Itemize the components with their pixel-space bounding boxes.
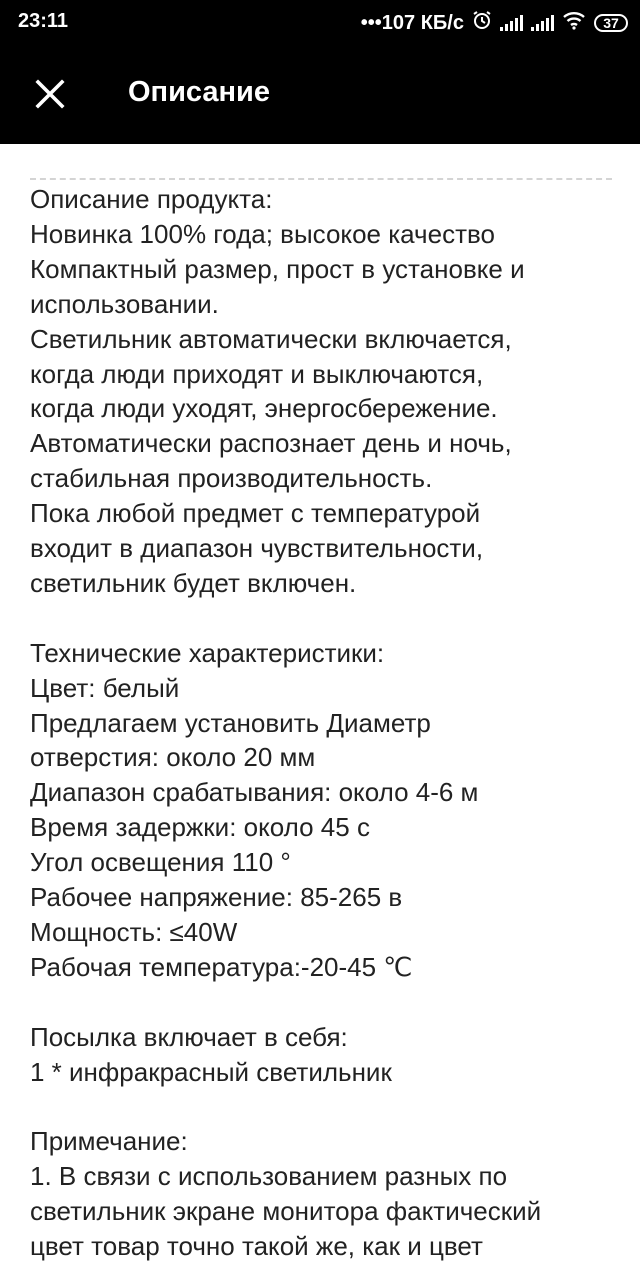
description-line: Посылка включает в себя: xyxy=(30,1021,348,1052)
description-text xyxy=(30,182,622,1264)
description-line: использовании. xyxy=(30,288,219,319)
blank-line xyxy=(30,1090,622,1125)
description-line: Описание продукта: xyxy=(30,184,273,214)
close-button[interactable] xyxy=(26,70,74,118)
dashed-divider xyxy=(30,178,612,180)
description-line: Автоматически распознает день и ночь, xyxy=(30,428,512,459)
description-line: Рабочее напряжение: 85-265 в xyxy=(30,882,403,913)
description-line: Новинка 100% года; высокое качество xyxy=(30,218,495,249)
description-line: когда люди уходят, энергосбережение. xyxy=(30,393,498,424)
description-line: входит в диапазон чувствительности, xyxy=(30,533,484,564)
close-icon xyxy=(26,70,74,118)
blank-line xyxy=(30,601,622,636)
description-line: Светильник автоматически включается, xyxy=(30,323,512,354)
description-line: светильник будет включен. xyxy=(30,567,357,598)
status-bar xyxy=(0,0,640,46)
description-line: Технические характеристики: xyxy=(30,637,385,668)
app-bar xyxy=(0,46,640,144)
blank-line xyxy=(30,985,622,1020)
description-line: Компактный размер, прост в установке и xyxy=(30,253,525,284)
description-line: Предлагаем установить Диаметр xyxy=(30,707,431,738)
signal-icon-2 xyxy=(531,15,554,31)
description-line: стабильная производительность. xyxy=(30,463,433,494)
battery-icon: 37 xyxy=(594,14,628,32)
description-line: Мощность: ≤40W xyxy=(30,917,238,948)
description-line: Угол освещения 110 ° xyxy=(30,847,291,878)
description-line: отверстия: около 20 мм xyxy=(30,742,316,773)
description-content xyxy=(0,144,640,1280)
description-line: цвет товар точно такой же, как и цвет xyxy=(30,1231,483,1262)
signal-icon xyxy=(500,15,523,31)
description-line: Диапазон срабатывания: около 4-6 м xyxy=(30,777,479,808)
description-line: 1 * инфракрасный светильник xyxy=(30,1056,392,1087)
description-line: когда люди приходят и выключаются, xyxy=(30,358,484,389)
page-title: Описание xyxy=(128,76,270,108)
network-speed: •••107 КБ/с xyxy=(360,11,464,34)
description-line: Примечание: xyxy=(30,1126,188,1157)
description-line: Пока любой предмет с температурой xyxy=(30,498,481,529)
wifi-icon xyxy=(562,10,586,36)
description-line: Рабочая температура:-20-45 ℃ xyxy=(30,951,413,982)
alarm-icon xyxy=(472,10,492,36)
description-line: Цвет: белый xyxy=(30,672,180,703)
status-icons xyxy=(361,9,628,37)
description-line: Время задержки: около 45 с xyxy=(30,812,370,843)
status-time: 23:11 xyxy=(18,10,69,32)
description-line: светильник экране монитора фактический xyxy=(30,1196,542,1227)
description-line: 1. В связи с использованием разных по xyxy=(30,1161,508,1192)
